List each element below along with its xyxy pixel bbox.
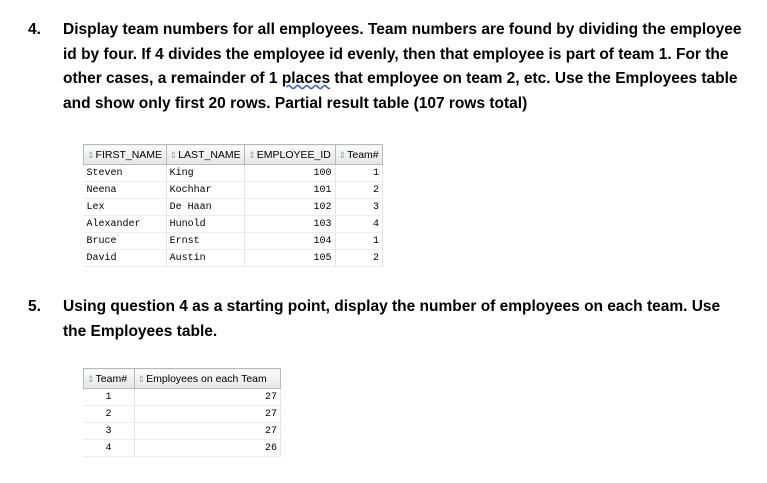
table-cell: 1 bbox=[335, 233, 382, 250]
column-header[interactable] bbox=[84, 369, 135, 389]
table-cell: 4 bbox=[84, 440, 135, 457]
sort-arrows-icon: ⇕ bbox=[87, 149, 95, 160]
table-cell: King bbox=[166, 165, 245, 182]
table-cell: Neena bbox=[84, 182, 167, 199]
table-cell: Kochhar bbox=[166, 182, 245, 199]
sort-arrows-icon: ⇕ bbox=[169, 149, 178, 160]
result-table-team-numbers bbox=[83, 144, 383, 267]
table-cell: 2 bbox=[84, 406, 135, 423]
sort-arrows-icon: ⇕ bbox=[338, 149, 347, 160]
question-4-text bbox=[63, 18, 743, 116]
table-cell: Austin bbox=[166, 250, 245, 267]
question-4-text-part2: that employee on team 2, etc. Use the Employees table and show only first 20 rows. Partial result table (107 rows total) bbox=[63, 70, 738, 112]
table-row bbox=[84, 250, 383, 267]
question-5-number: 5. bbox=[28, 298, 41, 315]
table-cell: 100 bbox=[245, 165, 335, 182]
question-4-number: 4. bbox=[28, 21, 41, 38]
question-4 bbox=[28, 18, 743, 116]
column-header[interactable] bbox=[335, 145, 382, 165]
table-row bbox=[84, 389, 281, 406]
question-5 bbox=[28, 295, 743, 344]
table-cell: 27 bbox=[134, 406, 280, 423]
table-cell: Hunold bbox=[166, 216, 245, 233]
column-header-label: LAST_NAME bbox=[178, 148, 241, 161]
table-cell: 2 bbox=[335, 250, 382, 267]
column-header[interactable] bbox=[166, 145, 245, 165]
column-header-label: Team# bbox=[95, 372, 128, 385]
result-table-employees-per-team bbox=[83, 368, 281, 457]
table-cell: Alexander bbox=[84, 216, 167, 233]
table-cell: Ernst bbox=[166, 233, 245, 250]
table-cell: 105 bbox=[245, 250, 335, 267]
table-cell: 3 bbox=[84, 423, 135, 440]
table-header-row bbox=[84, 369, 281, 389]
table-row bbox=[84, 165, 383, 182]
table-cell: Steven bbox=[84, 165, 167, 182]
question-4-underlined-word: places bbox=[281, 70, 331, 87]
table-row bbox=[84, 182, 383, 199]
table-cell: Lex bbox=[84, 199, 167, 216]
table-cell: 1 bbox=[335, 165, 382, 182]
column-header[interactable] bbox=[84, 145, 167, 165]
table-row bbox=[84, 440, 281, 457]
table-cell: 26 bbox=[134, 440, 280, 457]
table-cell: 2 bbox=[335, 182, 382, 199]
table-row bbox=[84, 406, 281, 423]
table-cell: 3 bbox=[335, 199, 382, 216]
table-cell: 1 bbox=[84, 389, 135, 406]
question-4-text-part1: Display team numbers for all employees. Team numbers are found by dividing the employee id by four. If 4 divides the employee id evenly, then that employee is part of team 1. For the other cases, a remainder of 1 bbox=[63, 21, 742, 87]
table-cell: 27 bbox=[134, 423, 280, 440]
table-cell: 4 bbox=[335, 216, 382, 233]
table-cell: 104 bbox=[245, 233, 335, 250]
column-header-label: Employees on each Team bbox=[146, 372, 267, 385]
sort-arrows-icon: ⇕ bbox=[137, 373, 146, 384]
column-header[interactable] bbox=[134, 369, 280, 389]
table-cell: 101 bbox=[245, 182, 335, 199]
table-cell: Bruce bbox=[84, 233, 167, 250]
question-5-text: Using question 4 as a starting point, display the number of employees on each team. Use the Employees table. bbox=[63, 298, 721, 340]
sort-arrows-icon: ⇕ bbox=[87, 373, 95, 384]
table-cell: 27 bbox=[134, 389, 280, 406]
column-header-label: FIRST_NAME bbox=[95, 148, 163, 161]
table-header-row bbox=[84, 145, 383, 165]
table-cell: 102 bbox=[245, 199, 335, 216]
table-row bbox=[84, 216, 383, 233]
table-cell: 103 bbox=[245, 216, 335, 233]
sort-arrows-icon: ⇕ bbox=[248, 149, 256, 160]
table-row bbox=[84, 199, 383, 216]
table-row bbox=[84, 233, 383, 250]
table-cell: David bbox=[84, 250, 167, 267]
table-cell: De Haan bbox=[166, 199, 245, 216]
table-row bbox=[84, 423, 281, 440]
column-header[interactable] bbox=[245, 145, 335, 165]
column-header-label: EMPLOYEE_ID bbox=[256, 148, 331, 161]
column-header-label: Team# bbox=[347, 148, 379, 161]
